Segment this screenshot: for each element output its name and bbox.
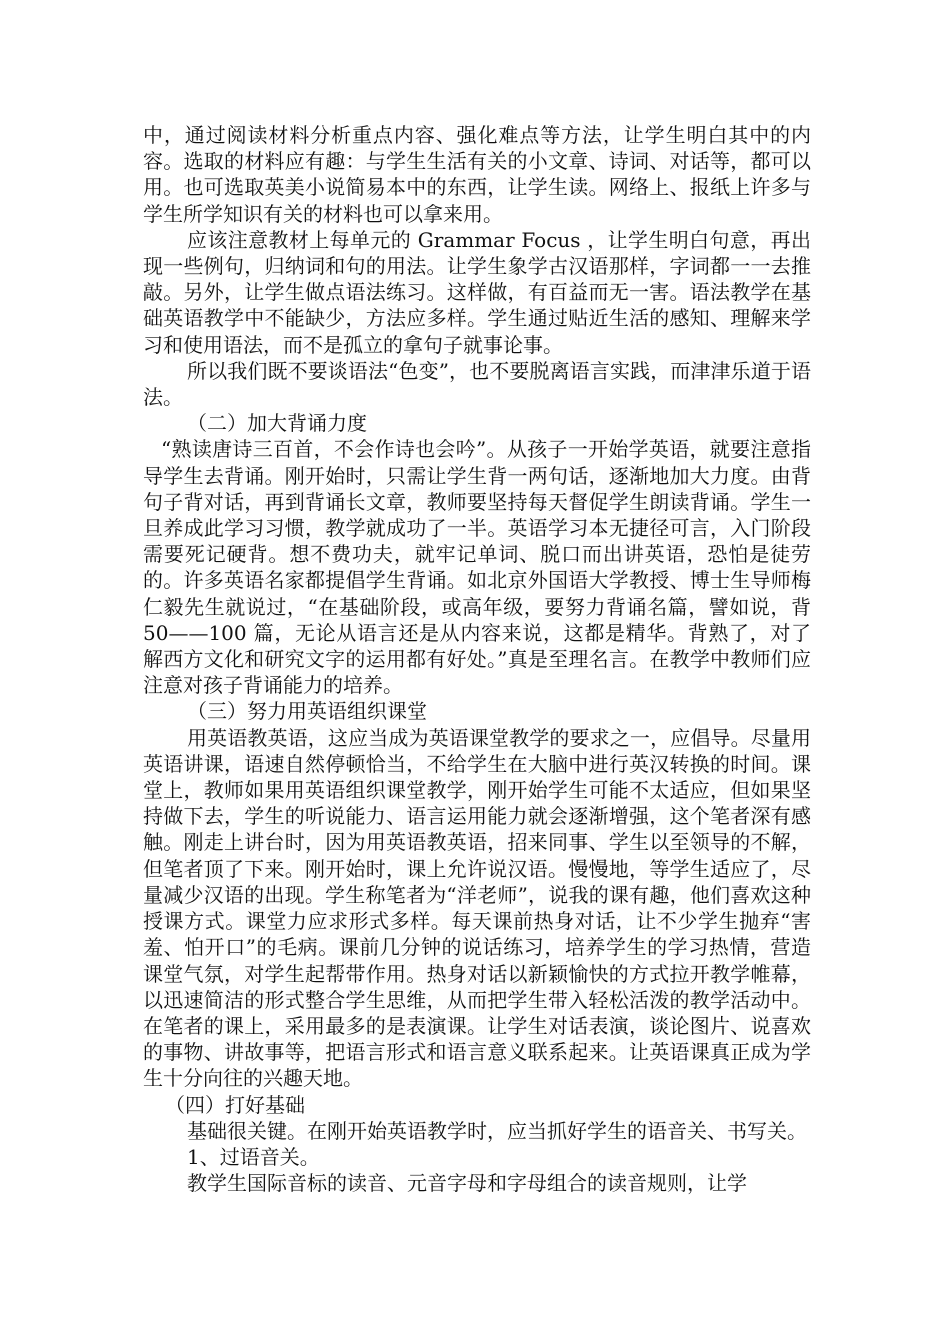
section-heading: （二）加大背诵力度 [187,411,367,436]
paragraph: 应该注意教材上每单元的 Grammar Focus ，让学生明白句意，再出现一些例句，归纳词和句的用法。让学生象学古汉语那样，字词都一一去推敲。另外，让学生做点语法练习。这样做，有百益而无一害。语法教学在基础英语教学中不能缺少，方法应多样。学生通过贴近生活的感知、理解来学习和使用语法，而不是孤立的拿句子就事论事。 [143,227,811,357]
paragraph: 中，通过阅读材料分析重点内容、强化难点等方法，让学生明白其中的内容。选取的材料应有趣：与学生生活有关的小文章、诗词、对话等，都可以用。也可选取英美小说简易本中的东西，让学生读。网络上、报纸上许多与学生所学知识有关的材料也可以拿来用。 [143,123,811,226]
section-heading: （三）努力用英语组织课堂 [187,699,427,724]
paragraph: 基础很关键。在刚开始英语教学时，应当抓好学生的语音关、书写关。 [187,1118,807,1143]
subsection-heading: 1、过语音关。 [187,1144,320,1169]
document-body [143,122,811,1196]
paragraph: “熟读唐诗三百首，不会作诗也会吟”。从孩子一开始学英语，就要注意指导学生去背诵。刚开始时，只需让学生背一两句话，逐渐地加大力度。由背句子背对话，再到背诵长文章，教师要坚持每天督促学生朗读背诵。学生一旦养成此学习习惯，教学就成功了一半。英语学习本无捷径可言，入门阶段需要死记硬背。想不费功夫，就牢记单词、脱口而出讲英语，恐怕是徒劳的。许多英语名家都提倡学生背诵。如北京外国语大学教授、博士生导师梅仁毅先生就说过，“在基础阶段，或高年级，要努力背诵名篇，譬如说，背 50——100 篇，无论从语言还是从内容来说，这都是精华。背熟了，对了解西方文化和研究文字的运用都有好处。”真是至理名言。在教学中教师们应注意对孩子背诵能力的培养。 [143,437,811,698]
paragraph: 教学生国际音标的读音、元音字母和字母组合的读音规则，让学 [187,1171,747,1196]
section-heading: （四）打好基础 [165,1092,305,1117]
paragraph: 用英语教英语，这应当成为英语课堂教学的要求之一，应倡导。尽量用英语讲课，语速自然停顿恰当，不给学生在大脑中进行英汉转换的时间。课堂上，教师如果用英语组织课堂教学，刚开始学生可能不太适应，但如果坚持做下去，学生的听说能力、语言运用能力就会逐渐增强，这个笔者深有感触。刚走上讲台时，因为用英语教英语，招来同事、学生以至领导的不解，但笔者顶了下来。刚开始时，课上允许说汉语。慢慢地，等学生适应了，尽量减少汉语的出现。学生称笔者为“洋老师”，说我的课有趣，他们喜欢这种授课方式。课堂力应求形式多样。每天课前热身对话，让不少学生抛弃“害羞、怕开口”的毛病。课前几分钟的说话练习，培养学生的学习热情，营造课堂气氛，对学生起帮带作用。热身对话以新颖愉快的方式拉开教学帷幕，以迅速简洁的形式整合学生思维，从而把学生带入轻松活泼的教学活动中。在笔者的课上，采用最多的是表演课。让学生对话表演，谈论图片、说喜欢的事物、讲故事等，把语言形式和语言意义联系起来。让英语课真正成为学生十分向往的兴趣天地。 [143,725,811,1091]
paragraph: 所以我们既不要谈语法“色变”，也不要脱离语言实践，而津津乐道于语法。 [143,358,811,410]
